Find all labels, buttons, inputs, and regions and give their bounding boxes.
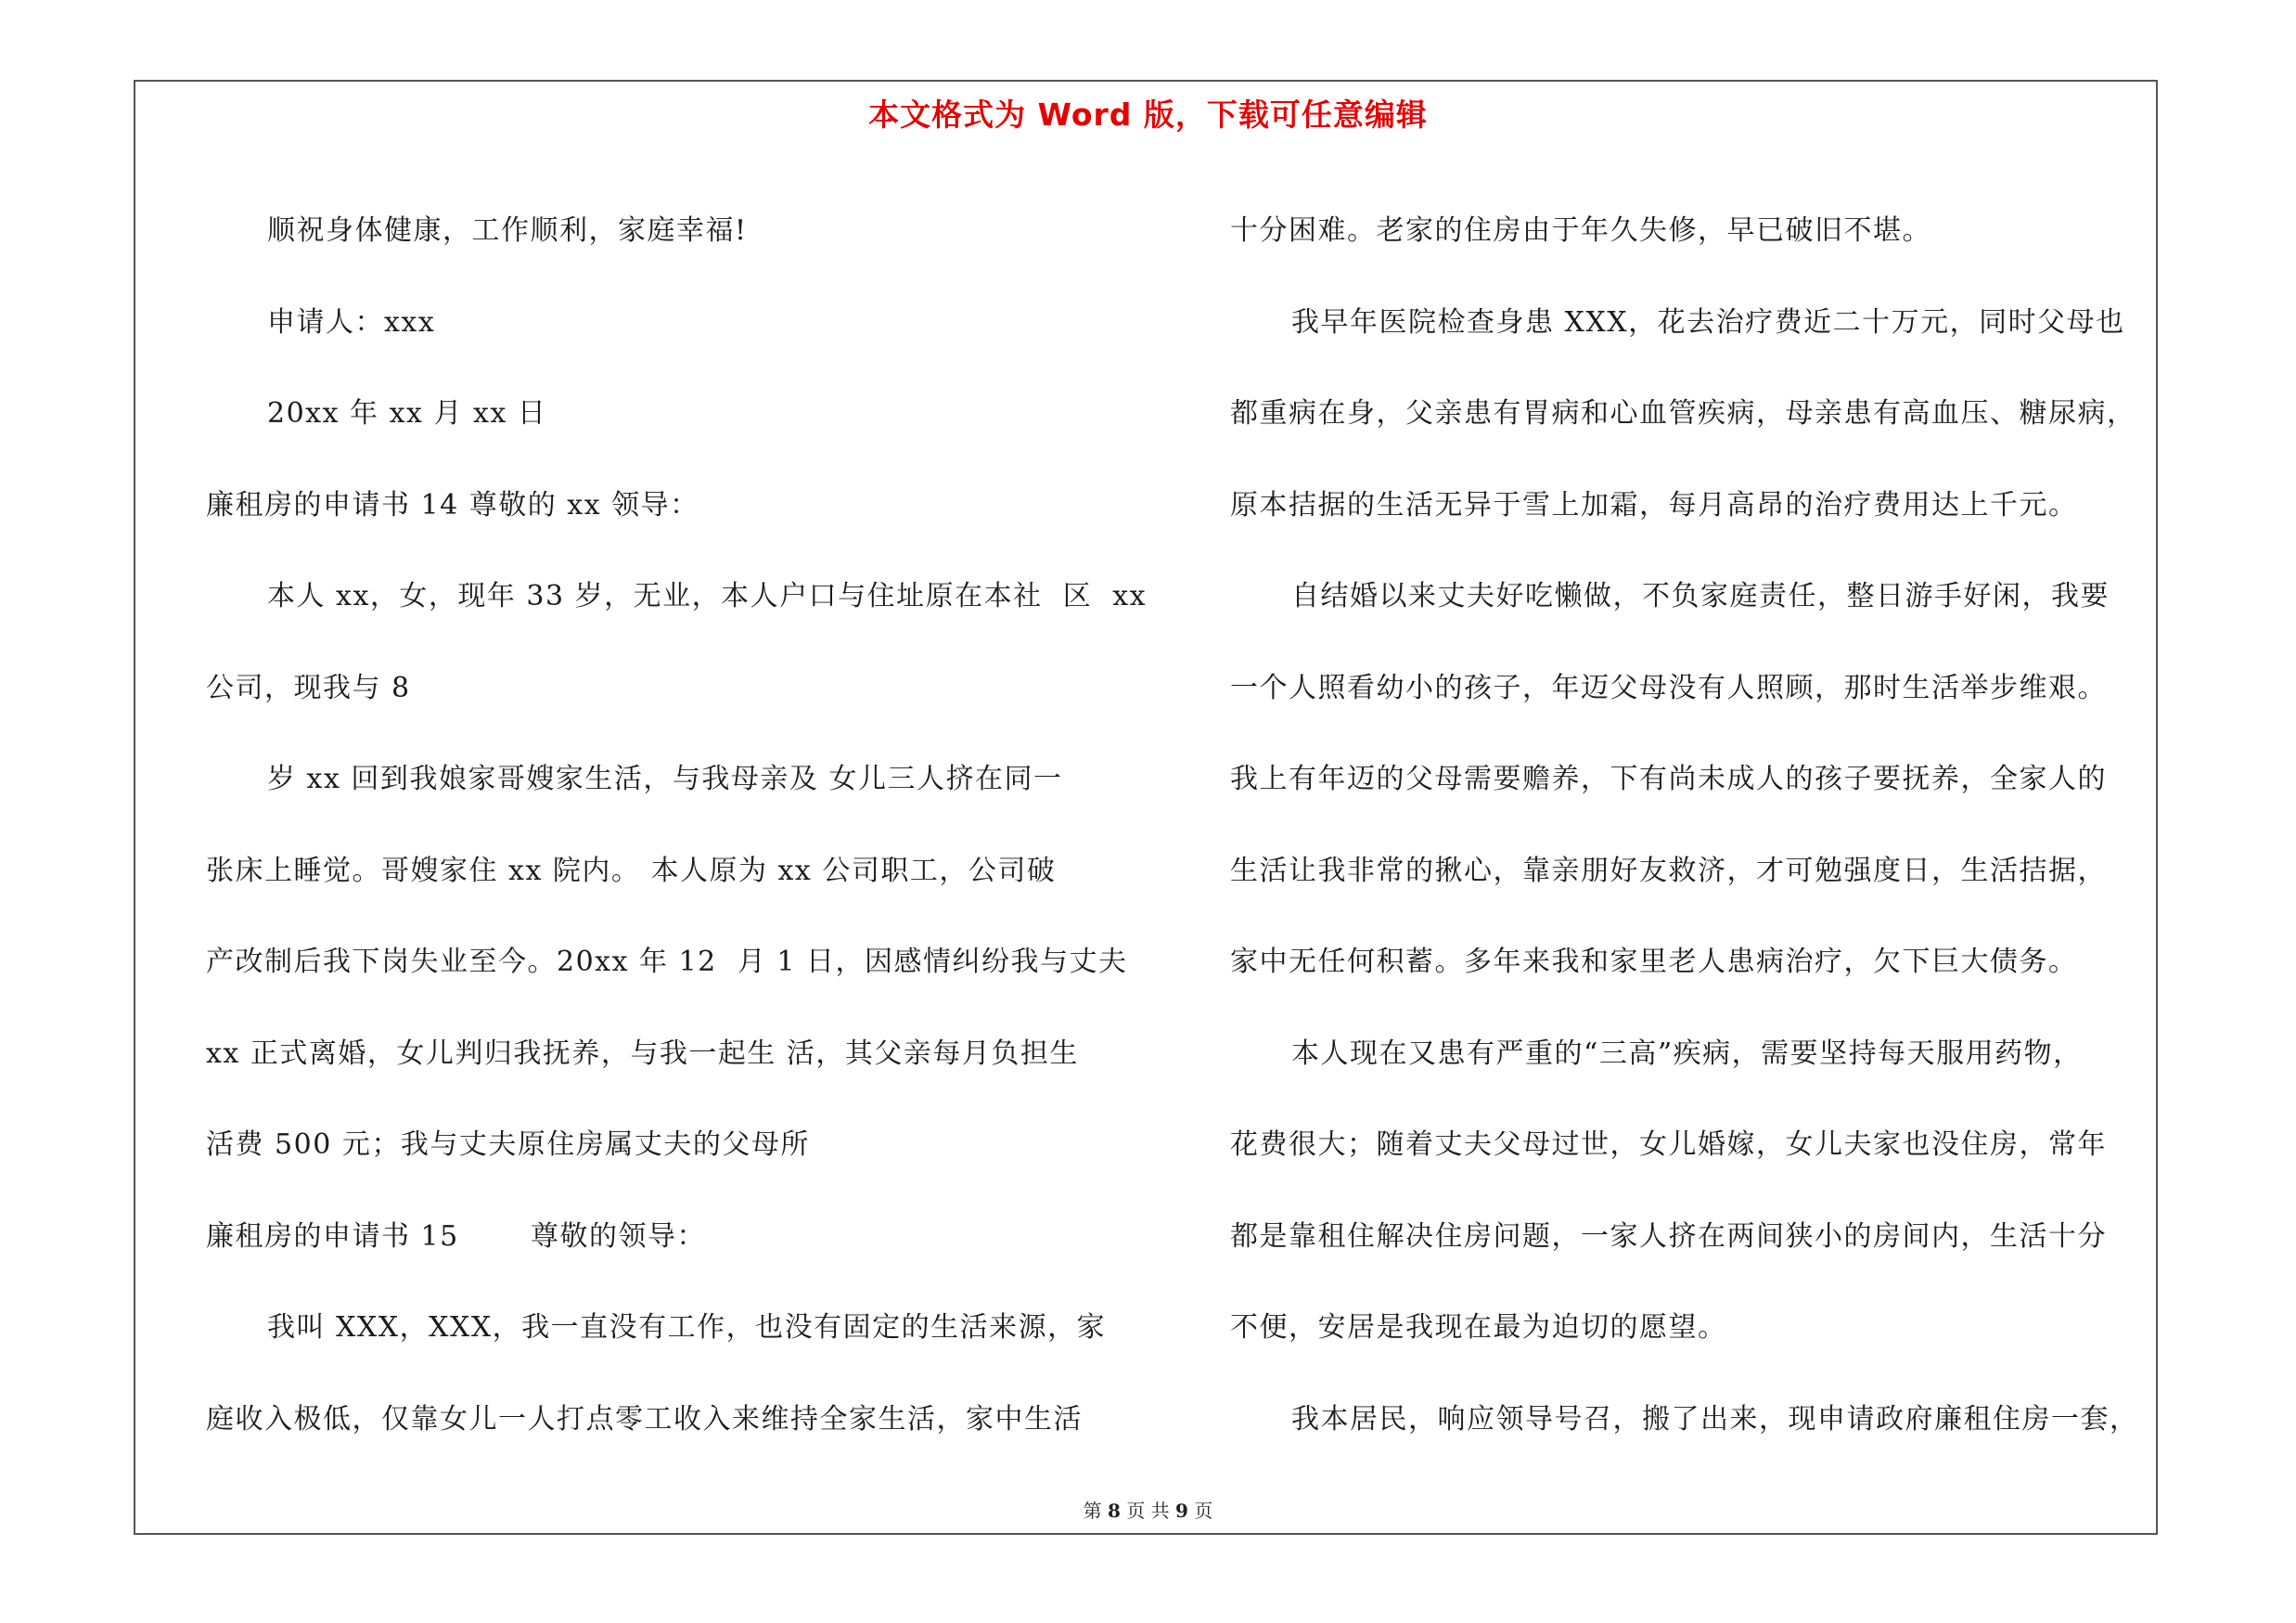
text-line: 张床上睡觉。哥嫂家住 xx 院内。 本人原为 xx 公司职工，公司破	[206, 854, 1057, 887]
text-line: 我叫 XXX，XXX，我一直没有工作，也没有固定的生活来源，家	[267, 1311, 1107, 1344]
footer-middle: 页 共	[1126, 1500, 1170, 1522]
text-line: 我早年医院检查身患 XXX，花去治疗费近二十万元，同时父母也	[1291, 305, 2125, 339]
right-column	[1230, 186, 2173, 1465]
text-line: 花费很大；随着丈夫父母过世，女儿婚嫁，女儿夫家也没住房，常年	[1230, 1128, 2107, 1161]
footer-total-pages: 9	[1175, 1500, 1188, 1522]
page-footer	[0, 1496, 2296, 1523]
text-line: 一个人照看幼小的孩子，年迈父母没有人照顾，那时生活举步维艰。	[1230, 671, 2107, 704]
text-line: 原本拮据的生活无异于雪上加霜，每月高昂的治疗费用达上千元。	[1230, 488, 2078, 522]
footer-current-page: 8	[1108, 1500, 1121, 1522]
text-line: 我上有年迈的父母需要赡养，下有尚未成人的孩子要抚养，全家人的	[1230, 763, 2107, 795]
text-line: 20xx 年 xx 月 xx 日	[267, 397, 547, 430]
text-line: 本人现在又患有严重的“三高”疾病，需要坚持每天服用药物，	[1291, 1037, 2083, 1070]
text-line: 活费 500 元；我与丈夫原住房属丈夫的父母所	[206, 1128, 810, 1161]
text-line: 廉租房的申请书 14 尊敬的 xx 领导：	[206, 488, 699, 522]
text-line: 本人 xx，女，现年 33 岁，无业，本人户口与住址原在本社 区 xx	[267, 580, 1148, 612]
text-line: 家中无任何积蓄。多年来我和家里老人患病治疗，欠下巨大债务。	[1230, 946, 2078, 978]
text-line: 廉租房的申请书 15 尊敬的领导：	[206, 1219, 706, 1253]
format-banner: 本文格式为 Word 版，下载可任意编辑	[868, 97, 1428, 133]
text-line: 都重病在身，父亲患有胃病和心血管疾病，母亲患有高血压、糖尿病，	[1230, 397, 2136, 430]
text-line: 十分困难。老家的住房由于年久失修，早已破旧不堪。	[1230, 214, 1931, 247]
text-line: 顺祝身体健康，工作顺利，家庭幸福!	[267, 214, 748, 247]
text-line: 生活让我非常的揪心，靠亲朋好友救济，才可勉强度日，生活拮据，	[1230, 854, 2107, 887]
text-line: 我本居民，响应领导号召，搬了出来，现申请政府廉租住房一套，	[1291, 1402, 2139, 1436]
text-line: 岁 xx 回到我娘家哥嫂家生活，与我母亲及 女儿三人挤在同一	[267, 763, 1063, 795]
text-line: 不便，安居是我现在最为迫切的愿望。	[1230, 1311, 1727, 1344]
text-line: 申请人：xxx	[267, 305, 436, 339]
text-line: 都是靠租住解决住房问题，一家人挤在两间狭小的房间内，生活十分	[1230, 1219, 2107, 1253]
text-line: 庭收入极低，仅靠女儿一人打点零工收入来维持全家生活，家中生活	[206, 1402, 1083, 1436]
text-line: xx 正式离婚，女儿判归我抚养，与我一起生 活，其父亲每月负担生	[206, 1037, 1079, 1070]
footer-suffix: 页	[1194, 1500, 1213, 1522]
text-line: 产改制后我下岗失业至今。20xx 年 12 月 1 日，因感情纠纷我与丈夫	[206, 946, 1128, 978]
text-line: 公司，现我与 8	[206, 671, 411, 704]
left-column	[206, 186, 1148, 1465]
text-line: 自结婚以来丈夫好吃懒做，不负家庭责任，整日游手好闲，我要	[1291, 580, 2110, 612]
footer-prefix: 第	[1083, 1500, 1102, 1522]
